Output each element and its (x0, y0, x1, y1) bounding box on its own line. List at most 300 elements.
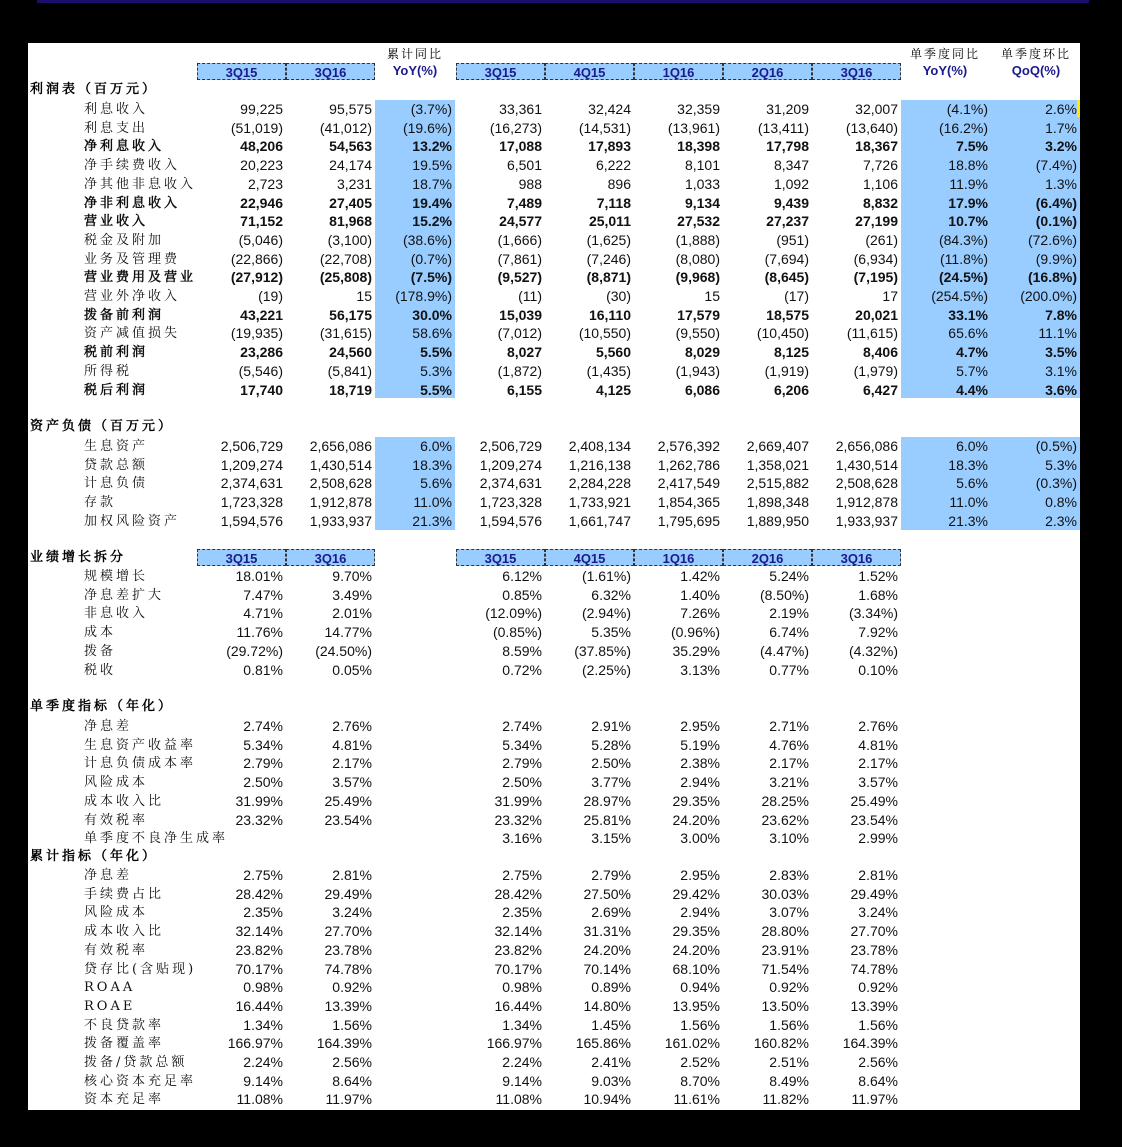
growth-header-cum-3q15[interactable]: 3Q15 (197, 549, 286, 566)
cum-value-cell[interactable] (195, 829, 283, 848)
quarter-value-cell[interactable]: 5.28% (591, 736, 631, 753)
quarter-value-cell[interactable]: 2.75% (502, 867, 542, 883)
cum-value-cell[interactable]: 11.97% (325, 1091, 372, 1108)
cum-yoy-cell[interactable]: 5.5% (420, 381, 452, 398)
quarter-value-cell[interactable]: 27,199 (855, 213, 898, 230)
quarter-value-cell[interactable]: 0.89% (591, 979, 631, 996)
q-yoy-cell[interactable]: 33.1% (948, 306, 988, 323)
q-qoq-cell[interactable]: (0.3%) (1035, 475, 1077, 492)
q-qoq-cell[interactable]: 0.8% (1045, 494, 1077, 511)
q-qoq-cell[interactable]: 5.3% (1045, 456, 1077, 473)
cum-value-cell[interactable]: 23.32% (235, 811, 283, 828)
cum-yoy-cell[interactable]: (19.6%) (402, 119, 452, 136)
quarter-value-cell[interactable]: 8.59% (502, 642, 542, 659)
cum-value-cell[interactable]: 32.14% (235, 923, 283, 940)
cum-value-cell[interactable]: 23,286 (240, 344, 283, 361)
quarter-value-cell[interactable]: 25.49% (850, 792, 898, 809)
q-qoq-cell[interactable]: (9.9%) (1035, 250, 1077, 267)
cum-value-cell[interactable]: 2.50% (243, 774, 283, 791)
cum-value-cell[interactable]: 14.77% (324, 624, 372, 641)
quarter-value-cell[interactable]: 8,347 (773, 157, 809, 174)
quarter-value-cell[interactable]: (11) (518, 288, 542, 304)
quarter-value-cell[interactable]: 7,489 (506, 194, 542, 211)
quarter-value-cell[interactable]: 6.74% (769, 624, 809, 641)
header-q-3q15[interactable]: 3Q15 (456, 63, 545, 80)
cum-value-cell[interactable]: 4.81% (332, 736, 372, 753)
quarter-value-cell[interactable]: 1,795,695 (657, 512, 720, 529)
quarter-value-cell[interactable]: (13,411) (757, 119, 809, 136)
cum-value-cell[interactable]: 166.97% (227, 1035, 283, 1052)
cum-yoy-cell[interactable]: 13.2% (412, 138, 452, 155)
cum-value-cell[interactable]: 8.64% (332, 1072, 372, 1089)
cum-value-cell[interactable]: 0.92% (332, 979, 372, 996)
cum-value-cell[interactable]: 7.47% (243, 586, 283, 603)
q-yoy-cell[interactable]: (11.8%) (940, 250, 988, 267)
cum-value-cell[interactable]: 74.78% (324, 960, 372, 977)
quarter-value-cell[interactable]: 28.25% (761, 792, 809, 809)
quarter-value-cell[interactable]: 2.74% (502, 718, 542, 734)
cum-yoy-cell[interactable]: (3.7%) (410, 101, 452, 117)
quarter-value-cell[interactable]: 18,367 (855, 138, 898, 155)
quarter-value-cell[interactable]: (1,979) (853, 362, 898, 379)
quarter-value-cell[interactable]: 1.42% (680, 568, 720, 584)
quarter-value-cell[interactable]: 17,088 (499, 138, 542, 155)
quarter-value-cell[interactable]: 2.69% (591, 904, 631, 921)
quarter-value-cell[interactable]: 6,155 (506, 381, 542, 398)
header-q-2q16[interactable]: 2Q16 (723, 63, 812, 80)
quarter-value-cell[interactable]: 27.50% (583, 885, 631, 902)
cum-value-cell[interactable]: 27.70% (324, 923, 372, 940)
quarter-value-cell[interactable]: 10.94% (583, 1091, 631, 1108)
quarter-value-cell[interactable]: (6,934) (853, 250, 898, 267)
quarter-value-cell[interactable]: 3.13% (680, 661, 720, 678)
cum-value-cell[interactable]: 3.49% (332, 586, 372, 603)
quarter-value-cell[interactable]: 2,656,086 (835, 438, 898, 454)
cum-yoy-cell[interactable]: 5.5% (420, 344, 452, 361)
q-yoy-cell[interactable]: 65.6% (948, 325, 988, 342)
q-qoq-cell[interactable]: 7.8% (1045, 306, 1077, 323)
q-qoq-cell[interactable]: (72.6%) (1027, 231, 1077, 248)
quarter-value-cell[interactable]: 28.97% (583, 792, 631, 809)
cum-value-cell[interactable]: 0.98% (243, 979, 283, 996)
quarter-value-cell[interactable]: 17 (882, 288, 898, 304)
cum-value-cell[interactable]: (29.72%) (226, 642, 283, 659)
quarter-value-cell[interactable]: 23.91% (761, 941, 809, 958)
q-qoq-cell[interactable]: 1.7% (1045, 119, 1077, 136)
quarter-value-cell[interactable]: 8,027 (506, 344, 542, 361)
growth-header-q-2q16[interactable]: 2Q16 (723, 549, 812, 566)
quarter-value-cell[interactable]: 0.92% (769, 979, 809, 996)
cum-value-cell[interactable]: 24,174 (329, 157, 372, 174)
cum-yoy-cell[interactable]: 5.6% (420, 475, 452, 492)
cum-value-cell[interactable]: 3,231 (336, 175, 372, 192)
quarter-value-cell[interactable]: 16,110 (588, 306, 631, 323)
cum-value-cell[interactable]: 2.75% (243, 867, 283, 883)
quarter-value-cell[interactable]: 2.52% (680, 1054, 720, 1070)
quarter-value-cell[interactable]: 1,216,138 (568, 456, 631, 473)
cum-value-cell[interactable]: 2.17% (332, 755, 372, 772)
quarter-value-cell[interactable]: 2.79% (502, 755, 542, 772)
cum-value-cell[interactable]: 70.17% (235, 960, 283, 977)
quarter-value-cell[interactable]: 2.71% (769, 718, 809, 734)
quarter-value-cell[interactable]: 1,912,878 (835, 494, 898, 511)
quarter-value-cell[interactable]: 74.78% (850, 960, 898, 977)
quarter-value-cell[interactable]: 1,723,328 (479, 494, 542, 511)
cum-value-cell[interactable]: 2,656,086 (309, 438, 372, 454)
quarter-value-cell[interactable]: 18,398 (677, 138, 720, 155)
quarter-value-cell[interactable]: 5.19% (680, 736, 720, 753)
q-yoy-cell[interactable]: 6.0% (956, 438, 988, 454)
q-yoy-cell[interactable]: 7.5% (956, 138, 988, 155)
header-cum-3q15[interactable]: 3Q15 (197, 63, 286, 80)
quarter-value-cell[interactable]: 18,575 (766, 306, 809, 323)
quarter-value-cell[interactable]: 8,101 (684, 157, 720, 174)
quarter-value-cell[interactable]: 24,577 (499, 213, 542, 230)
cum-value-cell[interactable]: (41,012) (319, 119, 372, 136)
quarter-value-cell[interactable]: 2.50% (502, 774, 542, 791)
quarter-value-cell[interactable]: 23.62% (761, 811, 809, 828)
cum-value-cell[interactable]: 11.08% (236, 1091, 283, 1108)
cum-value-cell[interactable]: 2.24% (243, 1054, 283, 1070)
quarter-value-cell[interactable]: 9,134 (684, 194, 720, 211)
cum-value-cell[interactable]: 29.49% (324, 885, 372, 902)
quarter-value-cell[interactable]: 24.20% (672, 941, 720, 958)
quarter-value-cell[interactable]: 29.42% (672, 885, 720, 902)
quarter-value-cell[interactable]: (2.25%) (581, 661, 631, 678)
cum-value-cell[interactable]: 20,223 (240, 157, 283, 174)
quarter-value-cell[interactable]: 15 (704, 288, 720, 304)
quarter-value-cell[interactable]: 13.50% (761, 997, 809, 1014)
cum-value-cell[interactable]: 2,508,628 (309, 475, 372, 492)
q-yoy-cell[interactable]: (16.2%) (938, 119, 988, 136)
quarter-value-cell[interactable]: 2.76% (858, 718, 898, 734)
quarter-value-cell[interactable]: 988 (518, 175, 542, 192)
q-yoy-cell[interactable]: (84.3%) (938, 231, 988, 248)
cum-value-cell[interactable] (284, 829, 372, 848)
quarter-value-cell[interactable]: (1,625) (586, 231, 631, 248)
quarter-value-cell[interactable]: 2.50% (591, 755, 631, 772)
cum-value-cell[interactable]: (25,808) (319, 269, 372, 286)
quarter-value-cell[interactable]: 31.99% (494, 792, 542, 809)
quarter-value-cell[interactable]: 5.35% (591, 624, 631, 641)
quarter-value-cell[interactable]: 17,798 (766, 138, 809, 155)
quarter-value-cell[interactable]: 14.80% (583, 997, 631, 1014)
quarter-value-cell[interactable]: 2,669,407 (746, 438, 809, 454)
cum-value-cell[interactable]: 2.76% (332, 718, 372, 734)
quarter-value-cell[interactable]: (8,645) (764, 269, 809, 286)
quarter-value-cell[interactable]: 68.10% (672, 960, 720, 977)
quarter-value-cell[interactable]: 32,007 (855, 101, 898, 117)
cum-yoy-cell[interactable]: (0.7%) (410, 250, 452, 267)
cum-yoy-cell[interactable]: 6.0% (420, 438, 452, 454)
quarter-value-cell[interactable]: (1,666) (497, 231, 542, 248)
quarter-value-cell[interactable]: 25,011 (588, 213, 631, 230)
cum-value-cell[interactable]: 2.74% (243, 718, 283, 734)
quarter-value-cell[interactable]: 3.07% (769, 904, 809, 921)
cum-value-cell[interactable]: 1.34% (243, 1016, 283, 1033)
cum-value-cell[interactable]: 164.39% (316, 1035, 372, 1052)
cum-yoy-cell[interactable]: 19.4% (412, 194, 452, 211)
quarter-value-cell[interactable]: 8.64% (858, 1072, 898, 1089)
quarter-value-cell[interactable]: 2.81% (858, 867, 898, 883)
quarter-value-cell[interactable]: 33,361 (499, 101, 542, 117)
quarter-value-cell[interactable]: 20,021 (855, 306, 898, 323)
cum-value-cell[interactable]: 1,209,274 (220, 456, 283, 473)
q-yoy-cell[interactable]: 5.7% (956, 362, 988, 379)
quarter-value-cell[interactable]: 2.95% (680, 718, 720, 734)
quarter-value-cell[interactable]: (10,550) (578, 325, 631, 342)
header-q-4q15[interactable]: 4Q15 (545, 63, 634, 80)
quarter-value-cell[interactable]: 1,262,786 (657, 456, 720, 473)
quarter-value-cell[interactable]: 8,125 (773, 344, 809, 361)
quarter-value-cell[interactable]: 1.34% (502, 1016, 542, 1033)
cum-value-cell[interactable]: 2.79% (243, 755, 283, 772)
cum-value-cell[interactable]: 18.01% (235, 568, 283, 584)
quarter-value-cell[interactable]: (261) (865, 231, 898, 248)
quarter-value-cell[interactable]: (7,694) (764, 250, 809, 267)
cum-value-cell[interactable]: (24.50%) (315, 642, 372, 659)
cum-value-cell[interactable]: 16.44% (235, 997, 283, 1014)
q-yoy-cell[interactable]: (24.5%) (938, 269, 988, 286)
quarter-value-cell[interactable]: 29.35% (672, 792, 720, 809)
quarter-value-cell[interactable]: 1.52% (858, 568, 898, 584)
quarter-value-cell[interactable]: 2.35% (502, 904, 542, 921)
quarter-value-cell[interactable]: 5.34% (502, 736, 542, 753)
cum-yoy-cell[interactable]: 11.0% (413, 494, 452, 511)
quarter-value-cell[interactable]: 71.54% (761, 960, 809, 977)
quarter-value-cell[interactable]: (12.09%) (485, 605, 542, 622)
quarter-value-cell[interactable]: (11,615) (846, 325, 898, 342)
quarter-value-cell[interactable]: 1.45% (591, 1016, 631, 1033)
cum-yoy-cell[interactable]: 58.6% (412, 325, 452, 342)
quarter-value-cell[interactable]: 23.54% (850, 811, 898, 828)
quarter-value-cell[interactable]: (8,871) (586, 269, 631, 286)
cum-yoy-cell[interactable]: 5.3% (420, 362, 452, 379)
quarter-value-cell[interactable]: (0.96%) (670, 624, 720, 641)
cum-value-cell[interactable]: 2.35% (243, 904, 283, 921)
quarter-value-cell[interactable]: 160.82% (753, 1035, 809, 1052)
quarter-value-cell[interactable]: 30.03% (761, 885, 809, 902)
quarter-value-cell[interactable]: 16.44% (494, 997, 542, 1014)
cum-value-cell[interactable]: (3,100) (327, 231, 372, 248)
quarter-value-cell[interactable]: 0.98% (502, 979, 542, 996)
cum-yoy-cell[interactable]: 21.3% (412, 512, 452, 529)
quarter-value-cell[interactable]: (13,640) (845, 119, 898, 136)
quarter-value-cell[interactable]: 1,594,576 (479, 512, 542, 529)
quarter-value-cell[interactable]: 9.14% (502, 1072, 542, 1089)
quarter-value-cell[interactable]: 165.86% (575, 1035, 631, 1052)
quarter-value-cell[interactable]: 164.39% (842, 1035, 898, 1052)
q-qoq-cell[interactable]: 2.6% (1045, 101, 1077, 117)
growth-header-q-3q15[interactable]: 3Q15 (456, 549, 545, 566)
quarter-value-cell[interactable]: 27.70% (850, 923, 898, 940)
quarter-value-cell[interactable]: 2.99% (858, 830, 898, 847)
quarter-value-cell[interactable]: 3.57% (858, 774, 898, 791)
cum-value-cell[interactable]: 9.70% (332, 568, 372, 584)
quarter-value-cell[interactable]: 32,359 (677, 101, 720, 117)
quarter-value-cell[interactable]: 31.31% (583, 923, 631, 940)
quarter-value-cell[interactable]: 166.97% (486, 1035, 542, 1052)
quarter-value-cell[interactable]: 2,506,729 (479, 438, 542, 454)
quarter-value-cell[interactable]: (16,273) (489, 119, 542, 136)
q-qoq-cell[interactable]: (0.1%) (1035, 213, 1077, 230)
quarter-value-cell[interactable]: 8.70% (680, 1072, 720, 1089)
quarter-value-cell[interactable]: (8.50%) (759, 586, 809, 603)
growth-header-q-4q15[interactable]: 4Q15 (545, 549, 634, 566)
quarter-value-cell[interactable]: 2.51% (769, 1054, 809, 1070)
cum-value-cell[interactable]: (19) (258, 288, 283, 304)
quarter-value-cell[interactable]: 0.85% (502, 586, 542, 603)
quarter-value-cell[interactable]: (7,195) (853, 269, 898, 286)
quarter-value-cell[interactable]: 6,206 (773, 381, 809, 398)
cum-value-cell[interactable]: 27,405 (329, 194, 372, 211)
cum-value-cell[interactable]: (5,046) (238, 231, 283, 248)
quarter-value-cell[interactable]: 2,417,549 (657, 475, 720, 492)
cum-value-cell[interactable]: 71,152 (240, 213, 283, 230)
cum-value-cell[interactable]: (5,841) (327, 362, 372, 379)
cum-value-cell[interactable]: (22,708) (319, 250, 372, 267)
quarter-value-cell[interactable]: (17) (784, 288, 809, 304)
header-q-3q16[interactable]: 3Q16 (812, 63, 901, 80)
quarter-value-cell[interactable]: (4.32%) (848, 642, 898, 659)
cum-value-cell[interactable]: 23.54% (324, 811, 372, 828)
q-qoq-cell[interactable]: 11.1% (1038, 325, 1077, 342)
quarter-value-cell[interactable]: 13.39% (850, 997, 898, 1014)
cum-value-cell[interactable]: 3.57% (332, 774, 372, 791)
quarter-value-cell[interactable]: (4.47%) (759, 642, 809, 659)
quarter-value-cell[interactable]: (1,943) (675, 362, 720, 379)
q-yoy-cell[interactable]: (254.5%) (931, 288, 988, 304)
quarter-value-cell[interactable]: 6,501 (506, 157, 542, 174)
quarter-value-cell[interactable]: 70.17% (494, 960, 542, 977)
cum-value-cell[interactable]: 4.71% (243, 605, 283, 622)
q-qoq-cell[interactable]: (0.5%) (1035, 438, 1077, 454)
q-yoy-cell[interactable]: 11.0% (949, 494, 988, 511)
quarter-value-cell[interactable]: 7,726 (862, 157, 898, 174)
quarter-value-cell[interactable]: 4.81% (858, 736, 898, 753)
quarter-value-cell[interactable]: 3.24% (858, 904, 898, 921)
cum-value-cell[interactable]: 1,430,514 (309, 456, 372, 473)
quarter-value-cell[interactable]: 23.78% (850, 941, 898, 958)
q-qoq-cell[interactable]: 1.3% (1045, 175, 1077, 192)
quarter-value-cell[interactable]: 1,733,921 (568, 494, 631, 511)
q-yoy-cell[interactable]: 11.9% (949, 175, 988, 192)
quarter-value-cell[interactable]: 8,406 (862, 344, 898, 361)
cum-value-cell[interactable]: 43,221 (240, 306, 283, 323)
quarter-value-cell[interactable]: 6.12% (502, 568, 542, 584)
quarter-value-cell[interactable]: 1,092 (773, 175, 809, 192)
quarter-value-cell[interactable]: 2.41% (591, 1054, 631, 1070)
quarter-value-cell[interactable]: 35.29% (672, 642, 720, 659)
quarter-value-cell[interactable]: (7,012) (497, 325, 542, 342)
quarter-value-cell[interactable]: 9,439 (773, 194, 809, 211)
quarter-value-cell[interactable]: 24.20% (672, 811, 720, 828)
cum-value-cell[interactable]: (5,546) (238, 362, 283, 379)
q-qoq-cell[interactable]: 3.6% (1045, 381, 1077, 398)
q-qoq-cell[interactable]: 2.3% (1045, 512, 1077, 529)
q-yoy-cell[interactable]: 4.7% (956, 344, 988, 361)
quarter-value-cell[interactable]: (37.85%) (574, 642, 631, 659)
quarter-value-cell[interactable]: (1.61%) (581, 568, 631, 584)
quarter-value-cell[interactable]: 0.77% (769, 661, 809, 678)
cum-yoy-cell[interactable]: 18.7% (412, 175, 452, 192)
q-yoy-cell[interactable]: 17.9% (948, 194, 988, 211)
q-yoy-cell[interactable]: (4.1%) (946, 101, 988, 117)
cum-value-cell[interactable]: 3.24% (332, 904, 372, 921)
quarter-value-cell[interactable]: 8,832 (862, 194, 898, 211)
quarter-value-cell[interactable]: 1,358,021 (746, 456, 809, 473)
q-yoy-cell[interactable]: 10.7% (948, 213, 988, 230)
quarter-value-cell[interactable]: 161.02% (664, 1035, 720, 1052)
quarter-value-cell[interactable]: 2.95% (680, 867, 720, 883)
quarter-value-cell[interactable]: 5,560 (595, 344, 631, 361)
header-cum-3q16[interactable]: 3Q16 (286, 63, 375, 80)
quarter-value-cell[interactable]: 3.77% (591, 774, 631, 791)
quarter-value-cell[interactable]: 2.38% (680, 755, 720, 772)
quarter-value-cell[interactable]: 5.24% (769, 568, 809, 584)
cum-value-cell[interactable]: 13.39% (324, 997, 372, 1014)
quarter-value-cell[interactable]: 3.00% (680, 830, 720, 847)
cum-value-cell[interactable]: 25.49% (324, 792, 372, 809)
quarter-value-cell[interactable]: 8,029 (684, 344, 720, 361)
quarter-value-cell[interactable]: 32,424 (588, 101, 631, 117)
cum-value-cell[interactable]: 81,968 (329, 213, 372, 230)
quarter-value-cell[interactable]: 27,237 (766, 213, 809, 230)
cum-value-cell[interactable]: 28.42% (235, 885, 283, 902)
quarter-value-cell[interactable]: 1,209,274 (479, 456, 542, 473)
cum-value-cell[interactable]: 1,912,878 (309, 494, 372, 511)
cum-yoy-cell[interactable]: (38.6%) (402, 231, 452, 248)
quarter-value-cell[interactable]: (1,872) (497, 362, 542, 379)
cum-value-cell[interactable]: 1,933,937 (309, 512, 372, 529)
quarter-value-cell[interactable]: 28.42% (494, 885, 542, 902)
cum-value-cell[interactable]: 31.99% (235, 792, 283, 809)
quarter-value-cell[interactable]: 6.32% (591, 586, 631, 603)
quarter-value-cell[interactable]: 3.16% (502, 830, 542, 847)
quarter-value-cell[interactable]: 32.14% (494, 923, 542, 940)
q-yoy-cell[interactable]: 4.4% (956, 381, 988, 398)
growth-header-q-3q16[interactable]: 3Q16 (812, 549, 901, 566)
quarter-value-cell[interactable]: 9.03% (591, 1072, 631, 1089)
cum-value-cell[interactable]: 0.81% (243, 661, 283, 678)
quarter-value-cell[interactable]: 11.61% (673, 1091, 720, 1108)
quarter-value-cell[interactable]: 6,427 (862, 381, 898, 398)
q-qoq-cell[interactable]: (6.4%) (1035, 194, 1077, 211)
quarter-value-cell[interactable]: 11.08% (495, 1091, 542, 1108)
quarter-value-cell[interactable]: 23.32% (494, 811, 542, 828)
quarter-value-cell[interactable]: 7.26% (680, 605, 720, 622)
quarter-value-cell[interactable]: 6,222 (595, 157, 631, 174)
quarter-value-cell[interactable]: (951) (776, 231, 809, 248)
cum-value-cell[interactable]: 1,723,328 (220, 494, 283, 511)
cum-yoy-cell[interactable]: (7.5%) (410, 269, 452, 286)
cum-value-cell[interactable]: (31,615) (319, 325, 372, 342)
cum-value-cell[interactable]: 48,206 (240, 138, 283, 155)
quarter-value-cell[interactable]: 2.56% (858, 1054, 898, 1070)
quarter-value-cell[interactable]: 7,118 (596, 194, 631, 211)
quarter-value-cell[interactable]: 4,125 (595, 381, 631, 398)
cum-value-cell[interactable]: (27,912) (230, 269, 283, 286)
quarter-value-cell[interactable]: 6,086 (684, 381, 720, 398)
quarter-value-cell[interactable]: 11.82% (762, 1091, 809, 1108)
q-qoq-cell[interactable]: 3.1% (1045, 362, 1077, 379)
cum-yoy-cell[interactable]: 19.5% (412, 157, 452, 174)
quarter-value-cell[interactable]: 1.56% (769, 1016, 809, 1033)
cum-value-cell[interactable]: 17,740 (240, 381, 283, 398)
quarter-value-cell[interactable]: 23.82% (494, 941, 542, 958)
cum-value-cell[interactable]: 23.78% (324, 941, 372, 958)
quarter-value-cell[interactable]: 2,576,392 (657, 438, 720, 454)
